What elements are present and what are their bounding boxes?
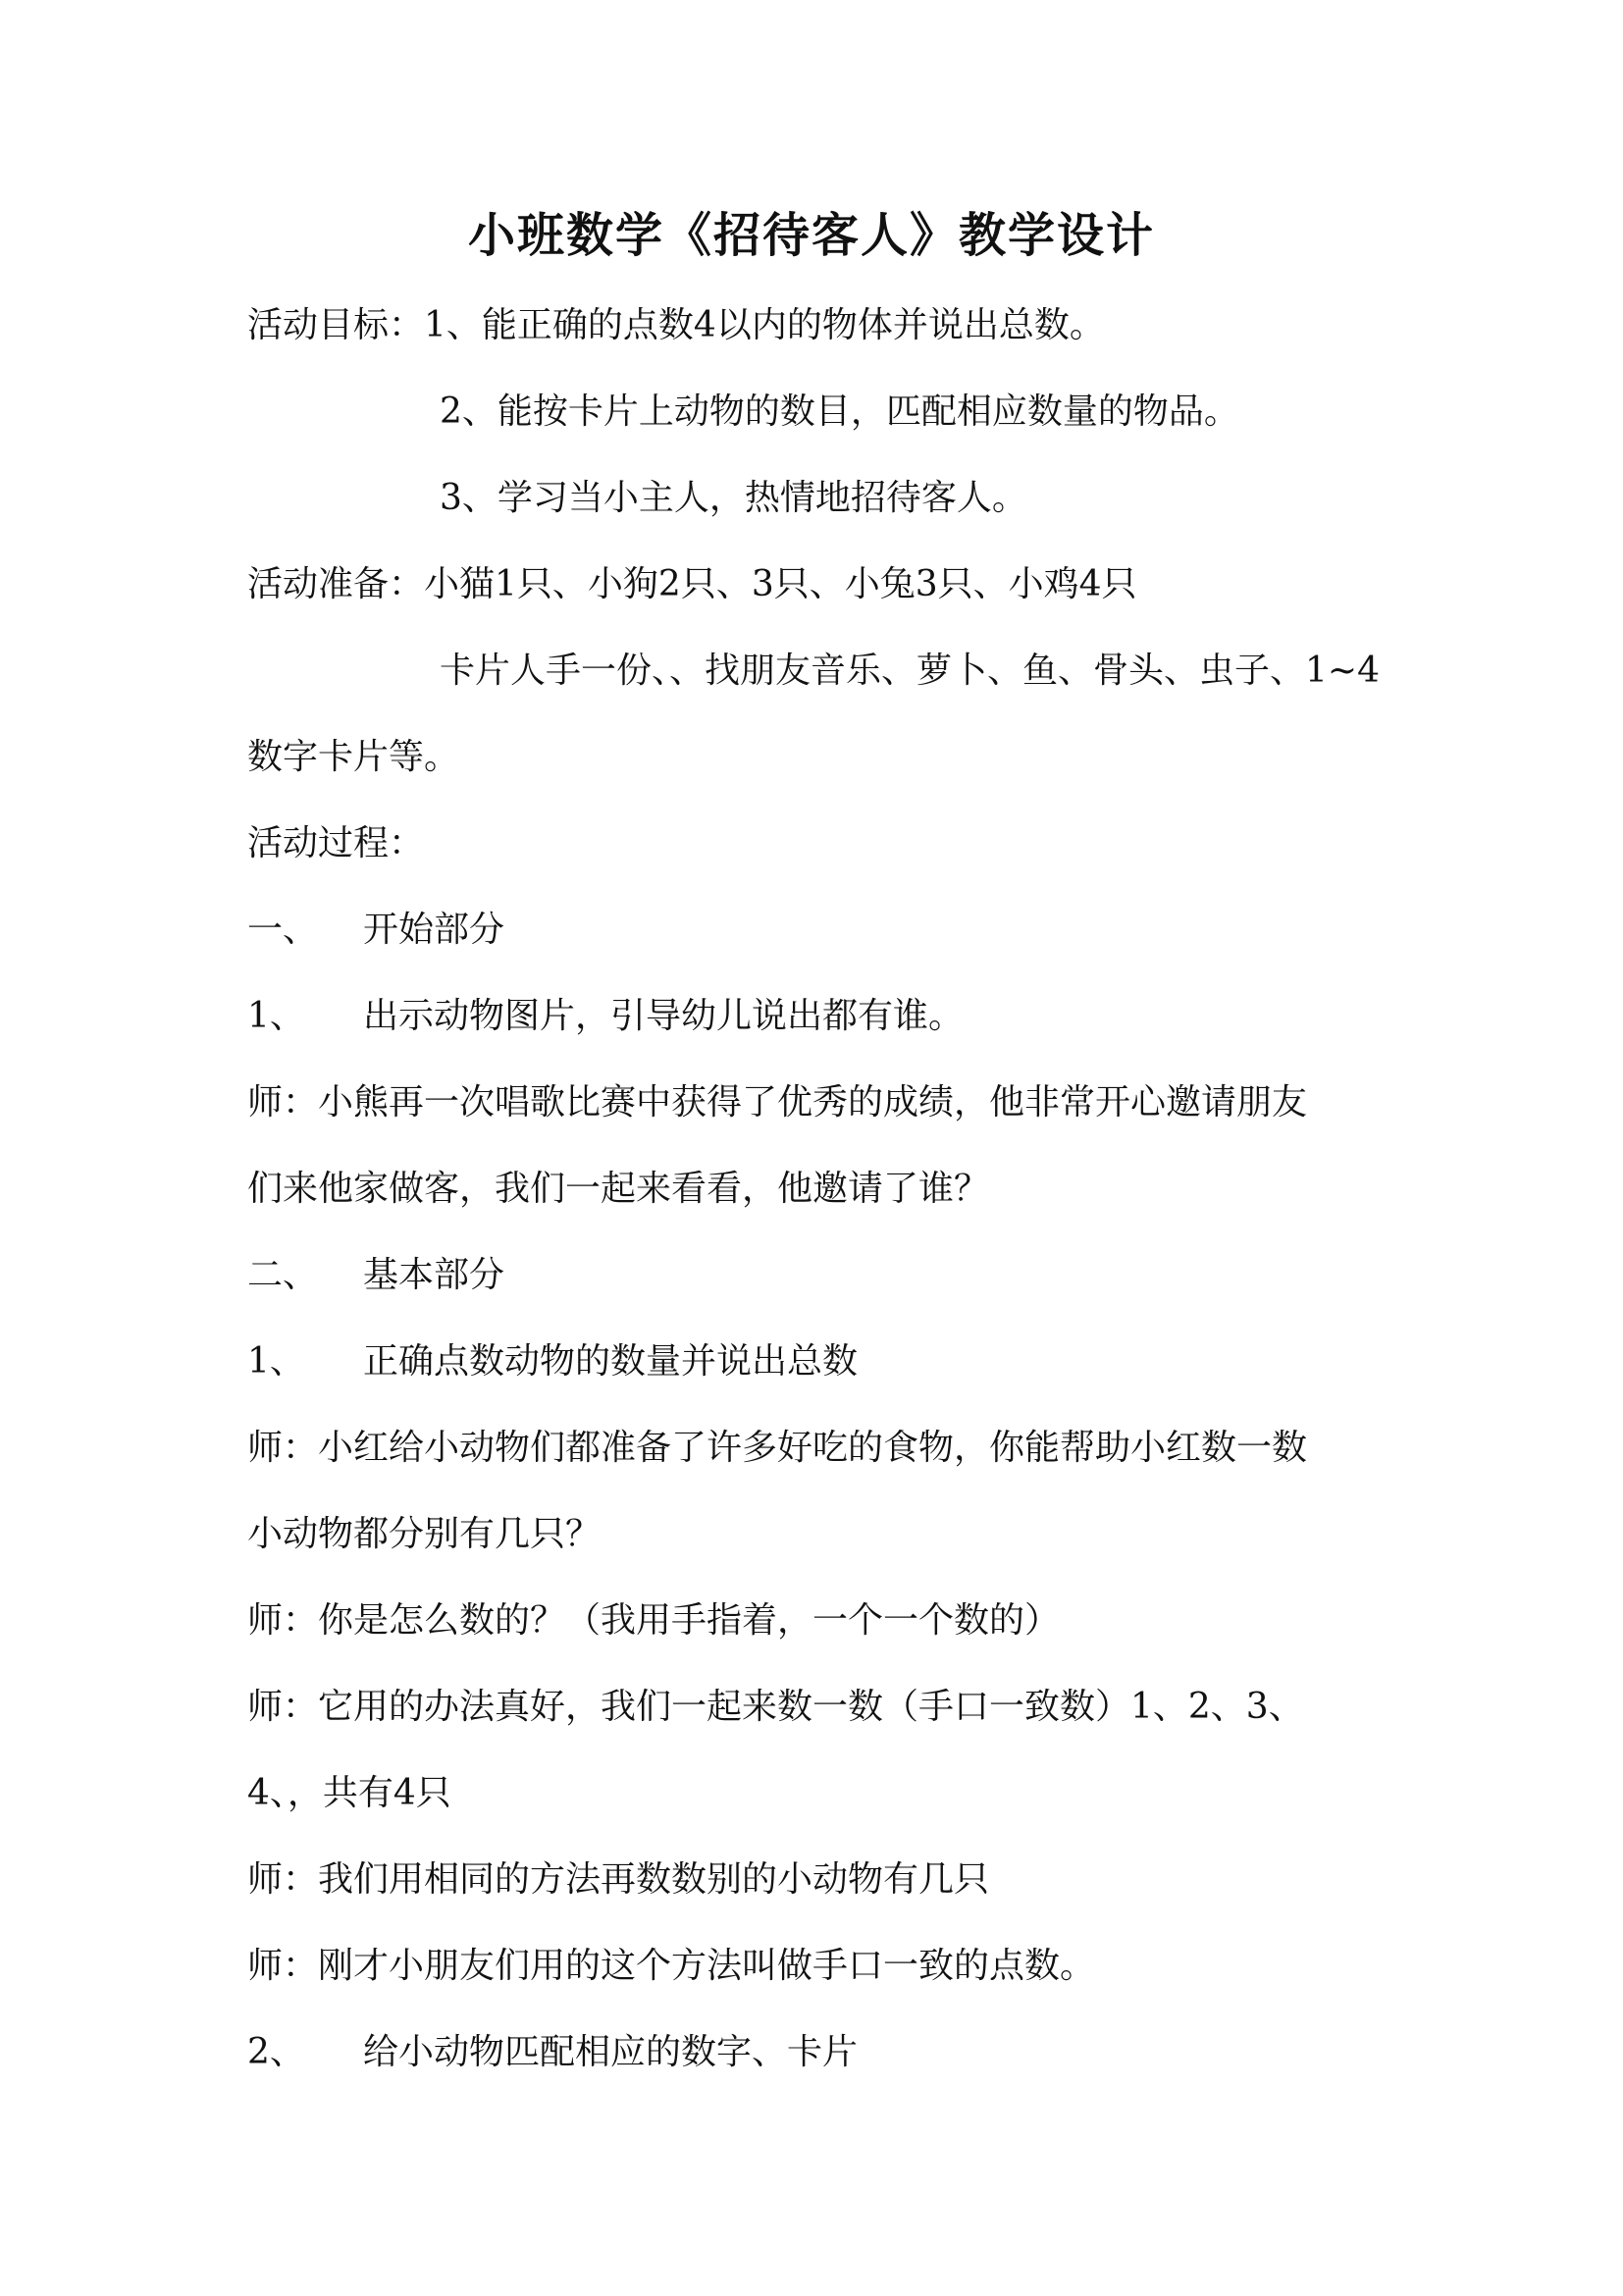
section-title: 开始部分 — [363, 910, 505, 950]
list-item — [247, 993, 964, 1040]
preparation-label: 活动准备： — [247, 564, 425, 604]
objective-item: 1、能正确的点数4以内的物体并说出总数。 — [424, 305, 1105, 345]
dialog-line: 4、，共有4只 — [247, 1773, 451, 1813]
dialog-line: 师：刚才小朋友们用的这个方法叫做手口一致的点数。 — [247, 1946, 1096, 1986]
document-title: 小班数学《招待客人》教学设计 — [467, 208, 1155, 263]
item-text: 出示动物图片，引导幼儿说出都有谁。 — [363, 996, 965, 1036]
item-number: 2、 — [247, 2032, 305, 2072]
dialog-line: 师：小熊再一次唱歌比赛中获得了优秀的成绩，他非常开心邀请朋友 — [247, 1082, 1308, 1122]
dialog-line: 师：你是怎么数的？（我用手指着，一个一个数的） — [247, 1600, 1061, 1641]
preparation-line-3: 数字卡片等。 — [247, 737, 460, 777]
objective-item: 3、学习当小主人，热情地招待客人。 — [440, 478, 1027, 518]
section-number: 二、 — [247, 1255, 319, 1295]
preparation-line-2: 卡片人手一份、、找朋友音乐、萝卜、鱼、骨头、虫子、1~4 — [440, 651, 1380, 691]
preparation-line-1 — [247, 561, 1137, 608]
objectives-label: 活动目标： — [247, 305, 425, 345]
item-number: 1、 — [247, 996, 305, 1036]
objective-item: 2、能按卡片上动物的数目，匹配相应数量的物品。 — [440, 391, 1239, 432]
item-text: 给小动物匹配相应的数字、卡片 — [363, 2032, 859, 2072]
preparation-text: 小猫1只、小狗2只、3只、小兔3只、小鸡4只 — [424, 564, 1137, 604]
section-heading-1 — [247, 907, 504, 954]
dialog-line: 小动物都分别有几只？ — [247, 1514, 602, 1554]
item-number: 1、 — [247, 1341, 305, 1382]
objectives-line-1 — [247, 302, 1105, 349]
dialog-line: 们来他家做客，我们一起来看看，他邀请了谁？ — [247, 1169, 990, 1209]
dialog-line: 师：我们用相同的方法再数数别的小动物有几只 — [247, 1859, 990, 1900]
dialog-line: 师：小红给小动物们都准备了许多好吃的食物，你能帮助小红数一数 — [247, 1428, 1308, 1468]
dialog-line: 师：它用的办法真好，我们一起来数一数（手口一致数）1、2、3、 — [247, 1687, 1304, 1727]
list-item — [247, 1338, 858, 1385]
section-title: 基本部分 — [363, 1255, 505, 1295]
section-number: 一、 — [247, 910, 319, 950]
process-label: 活动过程： — [247, 823, 425, 863]
item-text: 正确点数动物的数量并说出总数 — [363, 1341, 859, 1382]
section-heading-2 — [247, 1252, 504, 1299]
list-item — [247, 2029, 858, 2076]
